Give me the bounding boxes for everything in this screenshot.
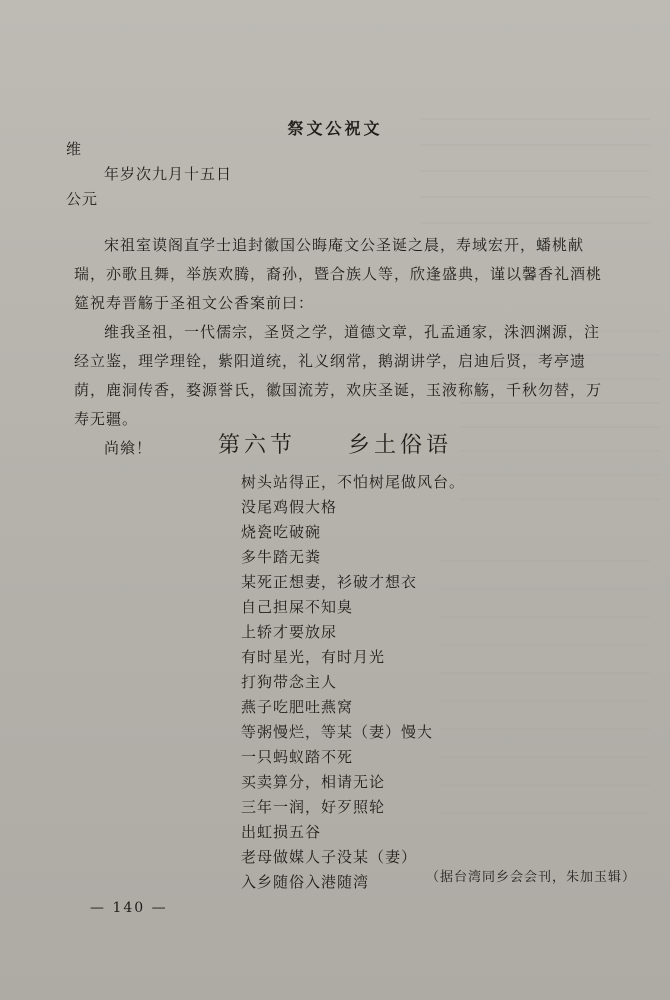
saying-item: 一只蚂蚁踏不死: [241, 748, 354, 766]
source-note: （据台湾同乡会会刊，朱加玉辑）: [425, 870, 636, 885]
saying-item: 老母做媒人子没某（妻）: [241, 848, 418, 866]
saying-item: 打狗带念主人: [241, 673, 338, 691]
saying-item: 上轿才要放尿: [241, 623, 338, 641]
saying-item: 多牛踏无粪: [241, 548, 322, 566]
saying-item: 入乡随俗入港随湾: [241, 873, 370, 891]
saying-item: 树头站得正，不怕树尾做风台。: [241, 473, 466, 491]
eulogy-line-wei: 维: [66, 140, 83, 158]
saying-item: 等粥慢烂，等某（妻）慢大: [241, 723, 434, 741]
saying-item: 某死正想妻，衫破才想衣: [241, 573, 418, 591]
eulogy-paragraph: 维我圣祖，一代儒宗，圣贤之学，道德文章，孔孟通家，洙泗渊源，注经立鉴，理学理铨，紫阳道统，礼义纲常，鹅湖讲学，启迪后贤，考亭遗荫，鹿洞传香，婺源誉氏，徽国流芳，欢庆圣诞，玉液称觞，千秋勿替，万寿无疆。: [74, 323, 603, 428]
saying-item: 三年一润，好歹照轮: [241, 798, 386, 816]
page-number: — 140 —: [90, 900, 168, 916]
section-number: 第六节: [217, 433, 296, 458]
saying-item: 出虹损五谷: [241, 823, 322, 841]
section-title: 乡土俗语: [348, 433, 453, 458]
eulogy-title: 祭文公祝文: [287, 119, 383, 138]
eulogy-paragraph: 尚飨！: [104, 439, 153, 457]
eulogy-paragraph: 宋祖室谟阁直学士追封徽国公晦庵文公圣诞之晨，寿域宏开，蟠桃献瑞，亦歌且舞，举族欢腾，裔孙，暨合族人等，欣逢盛典，谨以馨香礼酒桃筵祝寿晋觞于圣祖文公香案前曰：: [74, 236, 603, 312]
eulogy-line-gongyuan: 公元: [66, 190, 99, 208]
saying-item: 烧瓷吃破碗: [241, 523, 322, 541]
saying-item: 买卖算分，相请无论: [241, 773, 386, 791]
saying-item: 自己担屎不知臭: [241, 598, 354, 616]
section-heading: [0, 428, 670, 459]
bleed-through-texture: [440, 560, 650, 820]
saying-item: 没尾鸡假大格: [241, 498, 338, 516]
saying-item: 有时星光，有时月光: [241, 648, 386, 666]
eulogy-line-date: 年岁次九月十五日: [104, 165, 233, 183]
sayings-list: [241, 470, 465, 895]
saying-item: 燕子吃肥吐燕窝: [241, 698, 354, 716]
